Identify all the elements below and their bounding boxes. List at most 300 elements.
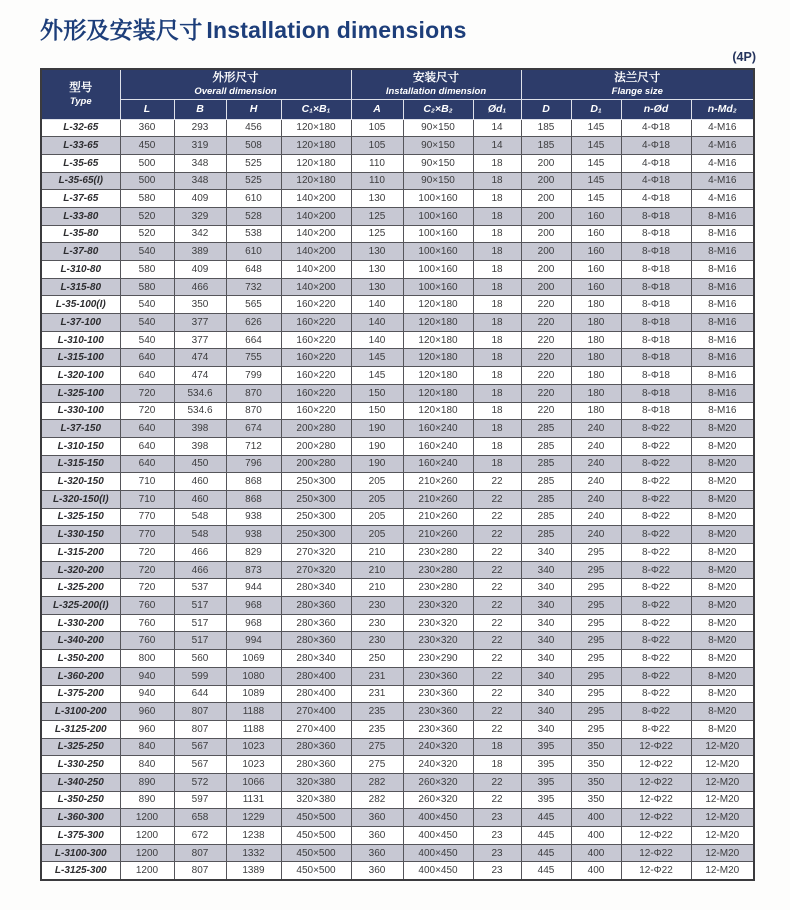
- value-cell: 160×240: [403, 455, 473, 473]
- value-cell: 8-Φ18: [621, 296, 691, 314]
- value-cell: 285: [521, 455, 571, 473]
- value-cell: 1200: [120, 809, 174, 827]
- value-cell: 548: [174, 526, 226, 544]
- value-cell: 145: [571, 137, 621, 155]
- value-cell: 1089: [226, 685, 281, 703]
- value-cell: 285: [521, 420, 571, 438]
- value-cell: 295: [571, 667, 621, 685]
- value-cell: 8-M20: [691, 561, 754, 579]
- value-cell: 8-Φ18: [621, 261, 691, 279]
- value-cell: 140: [351, 296, 403, 314]
- header-group-overall: [120, 69, 351, 99]
- value-cell: 90×150: [403, 137, 473, 155]
- value-cell: 400×450: [403, 844, 473, 862]
- value-cell: 1200: [120, 844, 174, 862]
- value-cell: 210: [351, 579, 403, 597]
- table-row: [41, 349, 754, 367]
- value-cell: 1332: [226, 844, 281, 862]
- value-cell: 230: [351, 614, 403, 632]
- value-cell: 295: [571, 720, 621, 738]
- value-cell: 120×180: [281, 172, 351, 190]
- value-cell: 150: [351, 384, 403, 402]
- value-cell: 640: [120, 367, 174, 385]
- model-cell: L-37-80: [41, 243, 120, 261]
- value-cell: 525: [226, 154, 281, 172]
- value-cell: 890: [120, 791, 174, 809]
- value-cell: 280×400: [281, 685, 351, 703]
- table-row: [41, 261, 754, 279]
- value-cell: 540: [120, 296, 174, 314]
- value-cell: 100×160: [403, 243, 473, 261]
- col-header-C1xB1: C₁×B₁: [281, 99, 351, 119]
- value-cell: 567: [174, 738, 226, 756]
- value-cell: 340: [521, 720, 571, 738]
- value-cell: 8-Φ22: [621, 614, 691, 632]
- value-cell: 285: [521, 526, 571, 544]
- value-cell: 120×180: [403, 402, 473, 420]
- table-body: [41, 119, 754, 880]
- value-cell: 120×180: [281, 154, 351, 172]
- value-cell: 8-M16: [691, 384, 754, 402]
- value-cell: 4-M16: [691, 190, 754, 208]
- value-cell: 450×500: [281, 827, 351, 845]
- value-cell: 23: [473, 862, 521, 880]
- value-cell: 8-Φ18: [621, 207, 691, 225]
- model-cell: L-35-65(I): [41, 172, 120, 190]
- value-cell: 8-M20: [691, 685, 754, 703]
- model-cell: L-310-80: [41, 261, 120, 279]
- value-cell: 360: [351, 844, 403, 862]
- value-cell: 868: [226, 473, 281, 491]
- value-cell: 295: [571, 685, 621, 703]
- value-cell: 185: [521, 119, 571, 137]
- value-cell: 22: [473, 579, 521, 597]
- value-cell: 160: [571, 261, 621, 279]
- value-cell: 525: [226, 172, 281, 190]
- value-cell: 1200: [120, 827, 174, 845]
- value-cell: 340: [521, 597, 571, 615]
- value-cell: 140×200: [281, 225, 351, 243]
- value-cell: 398: [174, 420, 226, 438]
- value-cell: 231: [351, 685, 403, 703]
- value-cell: 517: [174, 614, 226, 632]
- value-cell: 180: [571, 367, 621, 385]
- value-cell: 760: [120, 614, 174, 632]
- value-cell: 270×320: [281, 561, 351, 579]
- value-cell: 560: [174, 650, 226, 668]
- value-cell: 220: [521, 384, 571, 402]
- value-cell: 8-Φ18: [621, 314, 691, 332]
- model-cell: L-315-200: [41, 544, 120, 562]
- value-cell: 140×200: [281, 190, 351, 208]
- value-cell: 8-Φ18: [621, 225, 691, 243]
- value-cell: 210: [351, 544, 403, 562]
- value-cell: 540: [120, 331, 174, 349]
- model-cell: L-3125-200: [41, 720, 120, 738]
- value-cell: 230×280: [403, 561, 473, 579]
- value-cell: 4-M16: [691, 137, 754, 155]
- value-cell: 130: [351, 190, 403, 208]
- value-cell: 295: [571, 561, 621, 579]
- value-cell: 280×360: [281, 632, 351, 650]
- value-cell: 360: [120, 119, 174, 137]
- value-cell: 360: [351, 862, 403, 880]
- value-cell: 220: [521, 296, 571, 314]
- value-cell: 320×380: [281, 791, 351, 809]
- value-cell: 140×200: [281, 261, 351, 279]
- value-cell: 538: [226, 225, 281, 243]
- table-row: [41, 791, 754, 809]
- value-cell: 150: [351, 402, 403, 420]
- value-cell: 22: [473, 526, 521, 544]
- value-cell: 210×260: [403, 508, 473, 526]
- model-cell: L-320-200: [41, 561, 120, 579]
- value-cell: 348: [174, 172, 226, 190]
- value-cell: 348: [174, 154, 226, 172]
- value-cell: 8-M16: [691, 349, 754, 367]
- value-cell: 398: [174, 437, 226, 455]
- value-cell: 8-M16: [691, 331, 754, 349]
- table-row: [41, 544, 754, 562]
- model-cell: L-3100-200: [41, 703, 120, 721]
- value-cell: 868: [226, 490, 281, 508]
- value-cell: 450×500: [281, 844, 351, 862]
- value-cell: 8-M16: [691, 367, 754, 385]
- value-cell: 360: [351, 809, 403, 827]
- value-cell: 22: [473, 473, 521, 491]
- value-cell: 8-M20: [691, 544, 754, 562]
- value-cell: 938: [226, 526, 281, 544]
- value-cell: 8-Φ22: [621, 455, 691, 473]
- table-row: [41, 154, 754, 172]
- value-cell: 120×180: [403, 349, 473, 367]
- model-cell: L-330-150: [41, 526, 120, 544]
- value-cell: 160×240: [403, 420, 473, 438]
- table-row: [41, 632, 754, 650]
- value-cell: 395: [521, 791, 571, 809]
- model-cell: L-325-200(I): [41, 597, 120, 615]
- model-cell: L-3125-300: [41, 862, 120, 880]
- model-cell: L-340-250: [41, 773, 120, 791]
- value-cell: 100×160: [403, 207, 473, 225]
- value-cell: 120×180: [403, 314, 473, 332]
- value-cell: 940: [120, 685, 174, 703]
- header-type-zh: 型号: [69, 82, 93, 95]
- value-cell: 230×320: [403, 614, 473, 632]
- value-cell: 517: [174, 597, 226, 615]
- value-cell: 220: [521, 402, 571, 420]
- value-cell: 8-M16: [691, 261, 754, 279]
- value-cell: 230×320: [403, 597, 473, 615]
- value-cell: 12-M20: [691, 844, 754, 862]
- value-cell: 474: [174, 367, 226, 385]
- value-cell: 626: [226, 314, 281, 332]
- value-cell: 105: [351, 137, 403, 155]
- value-cell: 807: [174, 844, 226, 862]
- value-cell: 400: [571, 844, 621, 862]
- value-cell: 710: [120, 490, 174, 508]
- value-cell: 12-M20: [691, 827, 754, 845]
- value-cell: 250×300: [281, 473, 351, 491]
- model-cell: L-325-250: [41, 738, 120, 756]
- col-header-n-Md2: n-Md₂: [691, 99, 754, 119]
- value-cell: 8-Φ22: [621, 508, 691, 526]
- value-cell: 1066: [226, 773, 281, 791]
- col-header-H: H: [226, 99, 281, 119]
- value-cell: 807: [174, 720, 226, 738]
- value-cell: 340: [521, 632, 571, 650]
- value-cell: 938: [226, 508, 281, 526]
- value-cell: 968: [226, 614, 281, 632]
- table-row: [41, 490, 754, 508]
- table-row: [41, 526, 754, 544]
- model-cell: L-330-250: [41, 756, 120, 774]
- value-cell: 120×180: [403, 331, 473, 349]
- value-cell: 180: [571, 384, 621, 402]
- table-row: [41, 650, 754, 668]
- value-cell: 100×160: [403, 225, 473, 243]
- value-cell: 140: [351, 331, 403, 349]
- value-cell: 230×280: [403, 544, 473, 562]
- model-cell: L-33-65: [41, 137, 120, 155]
- value-cell: 22: [473, 597, 521, 615]
- value-cell: 12-Φ22: [621, 844, 691, 862]
- value-cell: 409: [174, 261, 226, 279]
- table-row: [41, 402, 754, 420]
- value-cell: 350: [571, 756, 621, 774]
- value-cell: 400×450: [403, 827, 473, 845]
- value-cell: 18: [473, 314, 521, 332]
- value-cell: 610: [226, 243, 281, 261]
- table-row: [41, 437, 754, 455]
- value-cell: 340: [521, 544, 571, 562]
- value-cell: 8-Φ18: [621, 384, 691, 402]
- value-cell: 1023: [226, 738, 281, 756]
- value-cell: 8-M20: [691, 508, 754, 526]
- value-cell: 140×200: [281, 207, 351, 225]
- value-cell: 90×150: [403, 172, 473, 190]
- value-cell: 350: [571, 738, 621, 756]
- model-cell: L-33-80: [41, 207, 120, 225]
- value-cell: 260×320: [403, 791, 473, 809]
- value-cell: 22: [473, 650, 521, 668]
- value-cell: 220: [521, 349, 571, 367]
- value-cell: 400×450: [403, 809, 473, 827]
- value-cell: 8-M20: [691, 703, 754, 721]
- value-cell: 120×180: [403, 367, 473, 385]
- table-row: [41, 827, 754, 845]
- value-cell: 230×360: [403, 703, 473, 721]
- value-cell: 22: [473, 773, 521, 791]
- value-cell: 205: [351, 526, 403, 544]
- value-cell: 8-M20: [691, 667, 754, 685]
- value-cell: 145: [351, 349, 403, 367]
- col-header-d1: Ød₁: [473, 99, 521, 119]
- value-cell: 329: [174, 207, 226, 225]
- value-cell: 160×220: [281, 349, 351, 367]
- value-cell: 8-Φ22: [621, 437, 691, 455]
- value-cell: 580: [120, 190, 174, 208]
- value-cell: 640: [120, 349, 174, 367]
- value-cell: 220: [521, 331, 571, 349]
- value-cell: 22: [473, 703, 521, 721]
- value-cell: 22: [473, 508, 521, 526]
- value-cell: 8-M20: [691, 614, 754, 632]
- value-cell: 500: [120, 172, 174, 190]
- model-cell: L-350-250: [41, 791, 120, 809]
- value-cell: 8-M20: [691, 650, 754, 668]
- value-cell: 350: [571, 791, 621, 809]
- value-cell: 12-Φ22: [621, 809, 691, 827]
- table-row: [41, 473, 754, 491]
- value-cell: 840: [120, 738, 174, 756]
- value-cell: 445: [521, 862, 571, 880]
- model-cell: L-37-100: [41, 314, 120, 332]
- value-cell: 395: [521, 773, 571, 791]
- value-cell: 409: [174, 190, 226, 208]
- value-cell: 340: [521, 703, 571, 721]
- value-cell: 870: [226, 402, 281, 420]
- value-cell: 240: [571, 526, 621, 544]
- value-cell: 8-Φ22: [621, 526, 691, 544]
- value-cell: 12-Φ22: [621, 773, 691, 791]
- value-cell: 8-M20: [691, 490, 754, 508]
- value-cell: 1229: [226, 809, 281, 827]
- value-cell: 275: [351, 756, 403, 774]
- value-cell: 18: [473, 384, 521, 402]
- value-cell: 285: [521, 508, 571, 526]
- model-cell: L-320-150: [41, 473, 120, 491]
- value-cell: 8-Φ22: [621, 420, 691, 438]
- value-cell: 23: [473, 844, 521, 862]
- value-cell: 285: [521, 437, 571, 455]
- value-cell: 597: [174, 791, 226, 809]
- value-cell: 8-M16: [691, 402, 754, 420]
- value-cell: 1188: [226, 703, 281, 721]
- value-cell: 8-Φ22: [621, 685, 691, 703]
- header-overall-zh: 外形尺寸: [212, 72, 259, 85]
- header-type-en: Type: [69, 95, 92, 107]
- header-installation-zh: 安装尺寸: [413, 72, 459, 85]
- value-cell: 807: [174, 862, 226, 880]
- col-header-L: L: [120, 99, 174, 119]
- value-cell: 755: [226, 349, 281, 367]
- value-cell: 770: [120, 508, 174, 526]
- table-row: [41, 225, 754, 243]
- value-cell: 4-Φ18: [621, 190, 691, 208]
- table-row: [41, 367, 754, 385]
- value-cell: 540: [120, 243, 174, 261]
- table-row: [41, 243, 754, 261]
- model-cell: L-35-80: [41, 225, 120, 243]
- value-cell: 4-Φ18: [621, 137, 691, 155]
- value-cell: 648: [226, 261, 281, 279]
- value-cell: 8-Φ22: [621, 720, 691, 738]
- value-cell: 528: [226, 207, 281, 225]
- value-cell: 200: [521, 207, 571, 225]
- value-cell: 4-Φ18: [621, 172, 691, 190]
- value-cell: 8-M20: [691, 455, 754, 473]
- value-cell: 400×450: [403, 862, 473, 880]
- table-row: [41, 862, 754, 880]
- value-cell: 22: [473, 632, 521, 650]
- model-cell: L-320-100: [41, 367, 120, 385]
- value-cell: 712: [226, 437, 281, 455]
- value-cell: 389: [174, 243, 226, 261]
- value-cell: 8-Φ22: [621, 597, 691, 615]
- value-cell: 1131: [226, 791, 281, 809]
- value-cell: 185: [521, 137, 571, 155]
- value-cell: 160×220: [281, 367, 351, 385]
- value-cell: 12-Φ22: [621, 738, 691, 756]
- value-cell: 280×360: [281, 756, 351, 774]
- value-cell: 18: [473, 243, 521, 261]
- value-cell: 200×280: [281, 420, 351, 438]
- value-cell: 270×400: [281, 703, 351, 721]
- col-header-D1: D₁: [571, 99, 621, 119]
- value-cell: 145: [571, 190, 621, 208]
- value-cell: 145: [571, 172, 621, 190]
- value-cell: 275: [351, 738, 403, 756]
- value-cell: 8-Φ22: [621, 579, 691, 597]
- table-row: [41, 685, 754, 703]
- value-cell: 8-Φ18: [621, 278, 691, 296]
- value-cell: 4-Φ18: [621, 154, 691, 172]
- value-cell: 450×500: [281, 862, 351, 880]
- value-cell: 12-M20: [691, 773, 754, 791]
- table-row: [41, 773, 754, 791]
- value-cell: 18: [473, 349, 521, 367]
- table-row: [41, 278, 754, 296]
- value-cell: 285: [521, 473, 571, 491]
- value-cell: 18: [473, 402, 521, 420]
- page-note-4p: (4P): [732, 50, 756, 64]
- value-cell: 160: [571, 225, 621, 243]
- model-cell: L-315-80: [41, 278, 120, 296]
- value-cell: 599: [174, 667, 226, 685]
- value-cell: 250×300: [281, 490, 351, 508]
- value-cell: 732: [226, 278, 281, 296]
- value-cell: 130: [351, 261, 403, 279]
- value-cell: 4-M16: [691, 172, 754, 190]
- value-cell: 145: [351, 367, 403, 385]
- value-cell: 8-M20: [691, 420, 754, 438]
- value-cell: 230: [351, 597, 403, 615]
- value-cell: 8-M20: [691, 437, 754, 455]
- value-cell: 240: [571, 473, 621, 491]
- value-cell: 18: [473, 437, 521, 455]
- value-cell: 200: [521, 225, 571, 243]
- value-cell: 110: [351, 172, 403, 190]
- value-cell: 140×200: [281, 278, 351, 296]
- table-row: [41, 614, 754, 632]
- value-cell: 160×220: [281, 331, 351, 349]
- value-cell: 200: [521, 172, 571, 190]
- value-cell: 395: [521, 756, 571, 774]
- value-cell: 340: [521, 561, 571, 579]
- value-cell: 400: [571, 809, 621, 827]
- value-cell: 8-Φ22: [621, 544, 691, 562]
- model-cell: L-35-100(I): [41, 296, 120, 314]
- value-cell: 18: [473, 225, 521, 243]
- col-header-A: A: [351, 99, 403, 119]
- value-cell: 12-Φ22: [621, 791, 691, 809]
- value-cell: 120×180: [403, 296, 473, 314]
- value-cell: 120×180: [403, 384, 473, 402]
- value-cell: 565: [226, 296, 281, 314]
- value-cell: 22: [473, 544, 521, 562]
- value-cell: 548: [174, 508, 226, 526]
